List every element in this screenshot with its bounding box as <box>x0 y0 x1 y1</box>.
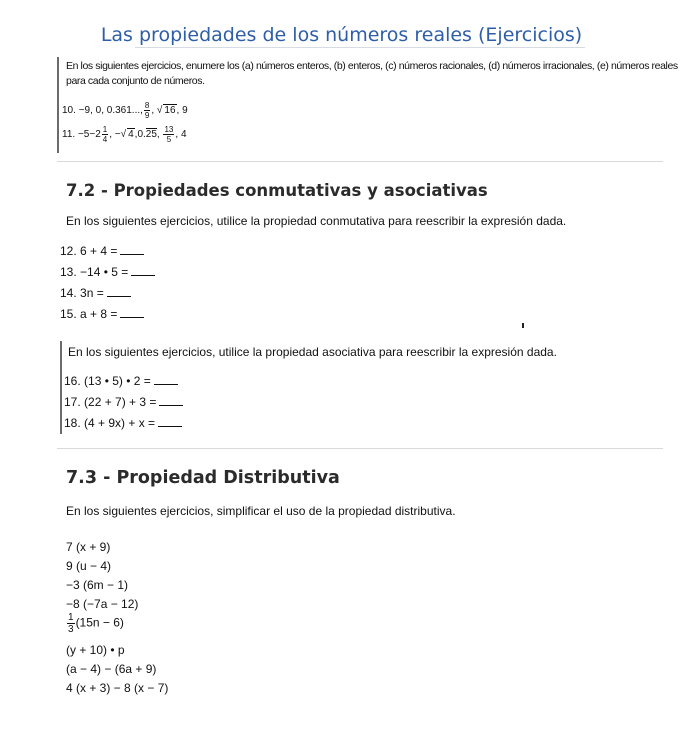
associative-left-bar <box>60 341 62 434</box>
distributive-item-fraction: $\frac{1}{3}$ (15n − 6) <box>68 612 124 635</box>
exercise-15: 15. a + 8 = <box>60 307 144 321</box>
exercise-set-tail: , 4 <box>175 129 187 141</box>
fraction: $\frac{8}{9}$ <box>144 101 150 120</box>
exercise-14: 14. 3n = <box>60 286 131 300</box>
exercise-12: 12. 6 + 4 = <box>60 244 144 258</box>
exercise-set-lead: −5−2 <box>77 129 101 141</box>
distributive-item: 4 (x + 3) − 8 (x − 7) <box>66 681 169 695</box>
distributive-item: −8 (−7a − 12) <box>66 597 139 611</box>
section-71-instructions: En los siguientes ejercicios, enumere los (a) números enteros, (b) enteros, (c) números racionales, (d) números irracionales, (e) números reales para cada conjunto de números. <box>66 60 678 87</box>
title-divider <box>135 47 585 48</box>
distributive-item: 7 (x + 9) <box>66 540 111 554</box>
page-title: Las propiedades de los números reales (Ejercicios) <box>100 24 583 46</box>
answer-blank <box>120 308 144 318</box>
exercise-10: 10. −9, 0, 0.361..., $\frac{8}{9}$ , √ 16, 9 <box>62 101 188 120</box>
exercise-set-lead: −9, 0, 0.361..., <box>78 105 143 117</box>
associative-instructions: En los siguientes ejercicios, utilice la propiedad asociativa para reescribir la expresión dada. <box>68 345 557 359</box>
sqrt-radicand: 4 <box>128 129 134 141</box>
fraction: $\frac{1}{3}$ <box>68 612 74 635</box>
answer-blank <box>158 417 182 427</box>
commutative-instructions: En los siguientes ejercicios, utilice la propiedad conmutativa para reescribir la expresión dada. <box>66 214 567 228</box>
distributive-instructions: En los siguientes ejercicios, simplificar el uso de la propiedad distributiva. <box>66 504 456 518</box>
section-71-left-bar <box>57 57 59 153</box>
distributive-item: 9 (u − 4) <box>66 559 112 573</box>
fraction: $\frac{13}{5}$ <box>164 125 174 144</box>
answer-blank <box>107 287 131 297</box>
mixed-fraction: $\frac{1}{4}$ <box>102 125 108 144</box>
exercise-11: 11. −5−2 $\frac{1}{4}$ , −√ 4,0.25, $\frac{13}{5}$ , 4 <box>62 125 187 144</box>
section-divider <box>57 448 663 449</box>
exercise-13: 13. −14 • 5 = <box>60 265 155 279</box>
answer-blank <box>131 266 155 276</box>
section-73-heading: 7.3 - Propiedad Distributiva <box>66 468 340 488</box>
distributive-item: (y + 10) • p <box>66 643 125 657</box>
answer-blank <box>120 245 144 255</box>
section-divider <box>57 161 663 162</box>
section-72-heading: 7.2 - Propiedades conmutativas y asociativas <box>66 181 488 200</box>
answer-blank <box>159 396 183 406</box>
distributive-item: (a − 4) − (6a + 9) <box>66 662 157 676</box>
sqrt-radicand: 16 <box>164 105 176 117</box>
exercise-16: 16. (13 • 5) • 2 = <box>64 374 178 388</box>
exercise-set-mid: , −√ <box>109 129 127 141</box>
repeating-decimal: 0.25 <box>137 129 157 141</box>
answer-blank <box>154 375 178 385</box>
exercise-number: 10. <box>62 105 76 117</box>
exercise-number: 11. <box>62 129 76 141</box>
exercise-set-tail: , 9 <box>176 105 188 117</box>
exercise-18: 18. (4 + 9x) + x = <box>64 416 182 430</box>
stray-mark <box>522 323 524 328</box>
distributive-item: −3 (6m − 1) <box>66 578 129 592</box>
exercise-17: 17. (22 + 7) + 3 = <box>64 395 183 409</box>
